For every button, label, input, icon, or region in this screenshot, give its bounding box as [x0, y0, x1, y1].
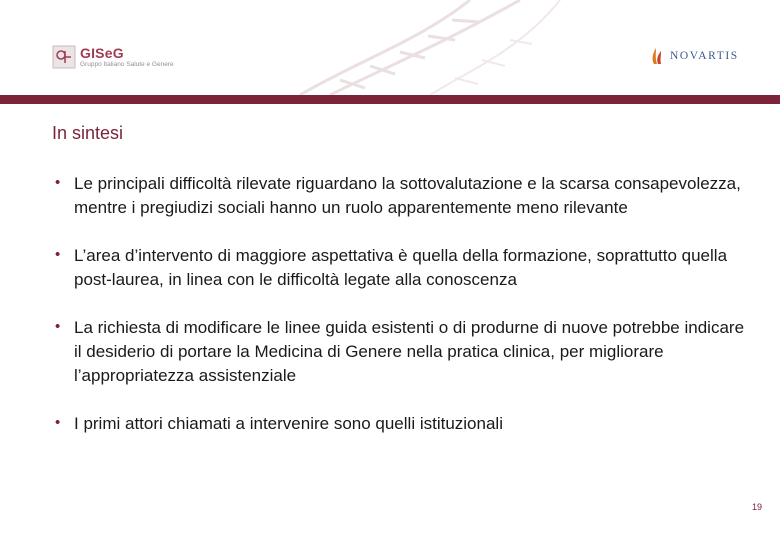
novartis-brand-text: NOVARTIS [670, 50, 739, 62]
bullet-item [52, 172, 752, 220]
bullet-item [52, 316, 752, 388]
bullet-text: I primi attori chiamati a intervenire sono quelli istituzionali [74, 414, 503, 433]
bullet-item [52, 412, 752, 436]
bullet-icon: • [55, 246, 61, 263]
novartis-flame-icon [650, 47, 664, 65]
slide-header [0, 0, 780, 95]
bullet-text: La richiesta di modificare le linee guida esistenti o di produrne di nuove potrebbe indicare il desiderio di portare la Medicina di Genere nella pratica clinica, per migliorare l’appropriatezza assistenziale [74, 318, 745, 385]
bullet-text: L’area d’intervento di maggiore aspettativa è quella della formazione, soprattutto quella post-laurea, in linea con le difficoltà legate alla conoscenza [74, 246, 728, 289]
bullet-list [52, 172, 752, 460]
giseg-logo-icon [52, 45, 76, 69]
bullet-icon: • [55, 414, 61, 431]
novartis-logo [650, 46, 739, 66]
bullet-icon: • [55, 174, 61, 191]
giseg-logo [52, 44, 174, 70]
bullet-text: Le principali difficoltà rilevate riguardano la sottovalutazione e la scarsa consapevolezza, mentre i pregiudizi sociali hanno un ruolo apparentemente meno rilevante [74, 174, 741, 217]
giseg-brand-text: GISeG [80, 44, 124, 61]
giseg-subtitle-text: Gruppo Italiano Salute e Genere [80, 60, 174, 68]
page-number: 19 [751, 502, 762, 512]
bullet-icon: • [55, 318, 61, 335]
slide-title: In sintesi [52, 123, 124, 143]
header-band [0, 95, 780, 104]
bullet-item [52, 244, 752, 292]
